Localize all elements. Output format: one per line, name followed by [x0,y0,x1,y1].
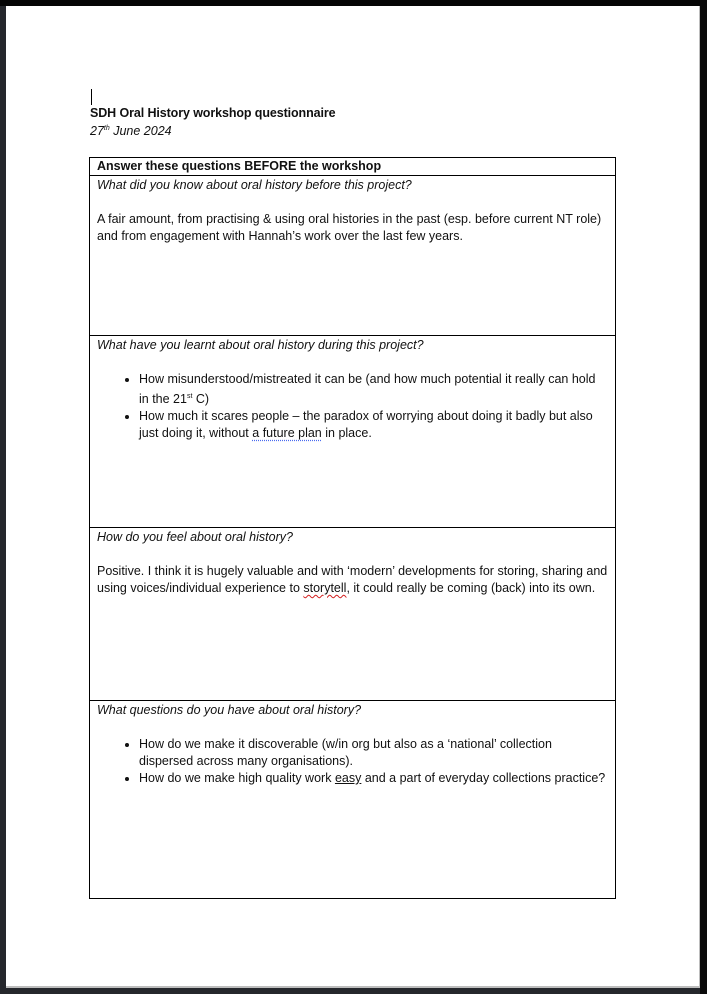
bullet-text: How do we make high quality work [139,771,335,785]
bullet-text: C) [192,392,210,406]
bullet-text: in place. [321,426,372,440]
answer-text [97,563,608,597]
grammar-flagged-text[interactable]: a future plan [252,426,322,440]
question-cell-3[interactable] [90,528,616,701]
question-label: What questions do you have about oral history? [97,703,362,717]
list-item [139,408,608,442]
answer-text-part: , it could really be coming (back) into its own. [346,581,596,595]
document-title: SDH Oral History workshop questionnaire [90,106,336,120]
date-rest: June 2024 [109,124,172,138]
question-row-4 [90,701,616,899]
date-day-suffix: th [103,125,110,132]
bullet-text: How misunderstood/mistreated it can be (and how much potential it really can hold in the 21 [139,372,596,406]
spelling-flagged-word[interactable]: storytell [303,581,347,595]
question-row-1 [90,176,616,336]
question-cell-4[interactable] [90,701,616,899]
document-page[interactable] [6,6,700,988]
bullet-text: How much it scares people – the paradox of worrying about doing it badly but also just doing it, without [139,409,593,440]
text-cursor [91,89,92,105]
question-row-2 [90,336,616,528]
list-item: • How do we make it discoverable (w/in org but also as a ‘national’ collection dispersed across many organisations). [139,736,608,770]
answer-bullet-list [97,736,608,787]
window-right-edge [700,0,707,994]
date-day: 27 [90,124,104,138]
question-label: What did you know about oral history before this project? [97,178,412,192]
answer-text: A fair amount, from practising & using oral histories in the past (esp. before current NT role) and from engagement with Hannah’s work over the last few years. [97,212,602,243]
answer-text-part: Positive. I think it is hugely valuable and with ‘modern’ developments for storing, sharing and using voices/individual experience to [97,564,608,595]
superscript: st [186,393,193,400]
list-item [139,770,608,787]
question-cell-2[interactable] [90,336,616,528]
question-label: How do you feel about oral history? [97,530,293,544]
bullet-text: and a part of everyday collections practice? [361,771,606,785]
list-item [139,371,608,408]
questionnaire-table [89,157,616,899]
question-cell-1[interactable] [90,176,616,336]
table-header-row [90,158,616,176]
underlined-word: easy [334,771,362,785]
question-label: What have you learnt about oral history during this project? [97,338,424,352]
answer-bullet-list [97,371,608,442]
document-date [90,124,172,138]
question-row-3 [90,528,616,701]
table-header-cell[interactable]: Answer these questions BEFORE the workshop [90,158,616,176]
